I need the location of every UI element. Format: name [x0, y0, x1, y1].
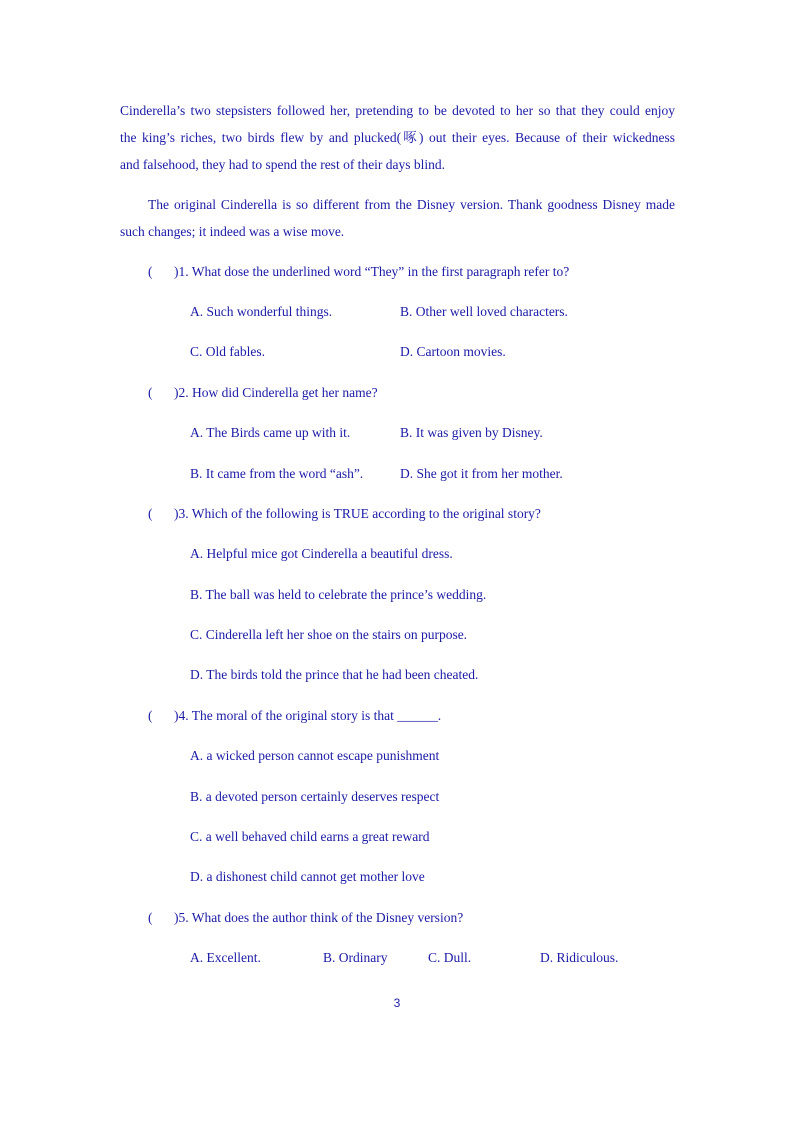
question-stem: )1. What dose the underlined word “They” in the first paragraph refer to?	[174, 264, 570, 279]
option-b: B. Other well loved characters.	[400, 304, 568, 319]
option-b: B. a devoted person certainly deserves respect	[190, 789, 440, 804]
question-stem: )5. What does the author think of the Disney version?	[174, 910, 464, 925]
passage-paragraph-1	[120, 97, 675, 178]
question-4	[148, 707, 441, 725]
question-5	[148, 909, 463, 927]
question-3	[148, 505, 541, 523]
option-d: D. Ridiculous.	[540, 950, 619, 965]
text-line: and falsehood, they had to spend the rest of their days blind.	[120, 157, 446, 172]
option-a: A. a wicked person cannot escape punishment	[190, 748, 440, 763]
question-2	[148, 384, 378, 402]
answer-bracket: (	[148, 910, 153, 925]
question-1	[148, 263, 569, 281]
text-line: Cinderella’s two stepsisters followed her, pretending to be devoted to her so that they could enjoy	[120, 103, 675, 118]
option-d: D. The birds told the prince that he had been cheated.	[190, 667, 479, 682]
option-b: B. Ordinary	[323, 950, 388, 965]
answer-bracket: (	[148, 264, 153, 279]
page-number: 3	[393, 996, 401, 1010]
answer-bracket: (	[148, 385, 153, 400]
text-line: The original Cinderella is so different from the Disney version. Thank goodness Disney made	[148, 197, 675, 212]
option-a: A. Helpful mice got Cinderella a beautiful dress.	[190, 546, 453, 561]
option-d: D. She got it from her mother.	[400, 466, 563, 481]
option-a: A. Excellent.	[190, 950, 261, 965]
option-c: C. Dull.	[428, 950, 472, 965]
text-line: such changes; it indeed was a wise move.	[120, 224, 345, 239]
question-stem: )4. The moral of the original story is that ______.	[174, 708, 442, 723]
option-a: A. The Birds came up with it.	[190, 425, 351, 440]
option-d: D. Cartoon movies.	[400, 344, 506, 359]
answer-bracket: (	[148, 506, 153, 521]
question-stem: )3. Which of the following is TRUE according to the original story?	[174, 506, 541, 521]
option-c: B. It came from the word “ash”.	[190, 466, 364, 481]
option-b: B. The ball was held to celebrate the prince’s wedding.	[190, 587, 487, 602]
text-line: the king’s riches, two birds flew by and plucked(啄) out their eyes. Because of their wickedness	[120, 130, 675, 145]
option-b: B. It was given by Disney.	[400, 425, 543, 440]
option-c: C. a well behaved child earns a great reward	[190, 829, 430, 844]
option-d: D. a dishonest child cannot get mother love	[190, 869, 425, 884]
option-c: C. Cinderella left her shoe on the stairs on purpose.	[190, 627, 468, 642]
option-a: A. Such wonderful things.	[190, 304, 333, 319]
question-stem: )2. How did Cinderella get her name?	[174, 385, 378, 400]
passage-paragraph-2	[120, 191, 675, 245]
answer-bracket: (	[148, 708, 153, 723]
option-c: C. Old fables.	[190, 344, 265, 359]
